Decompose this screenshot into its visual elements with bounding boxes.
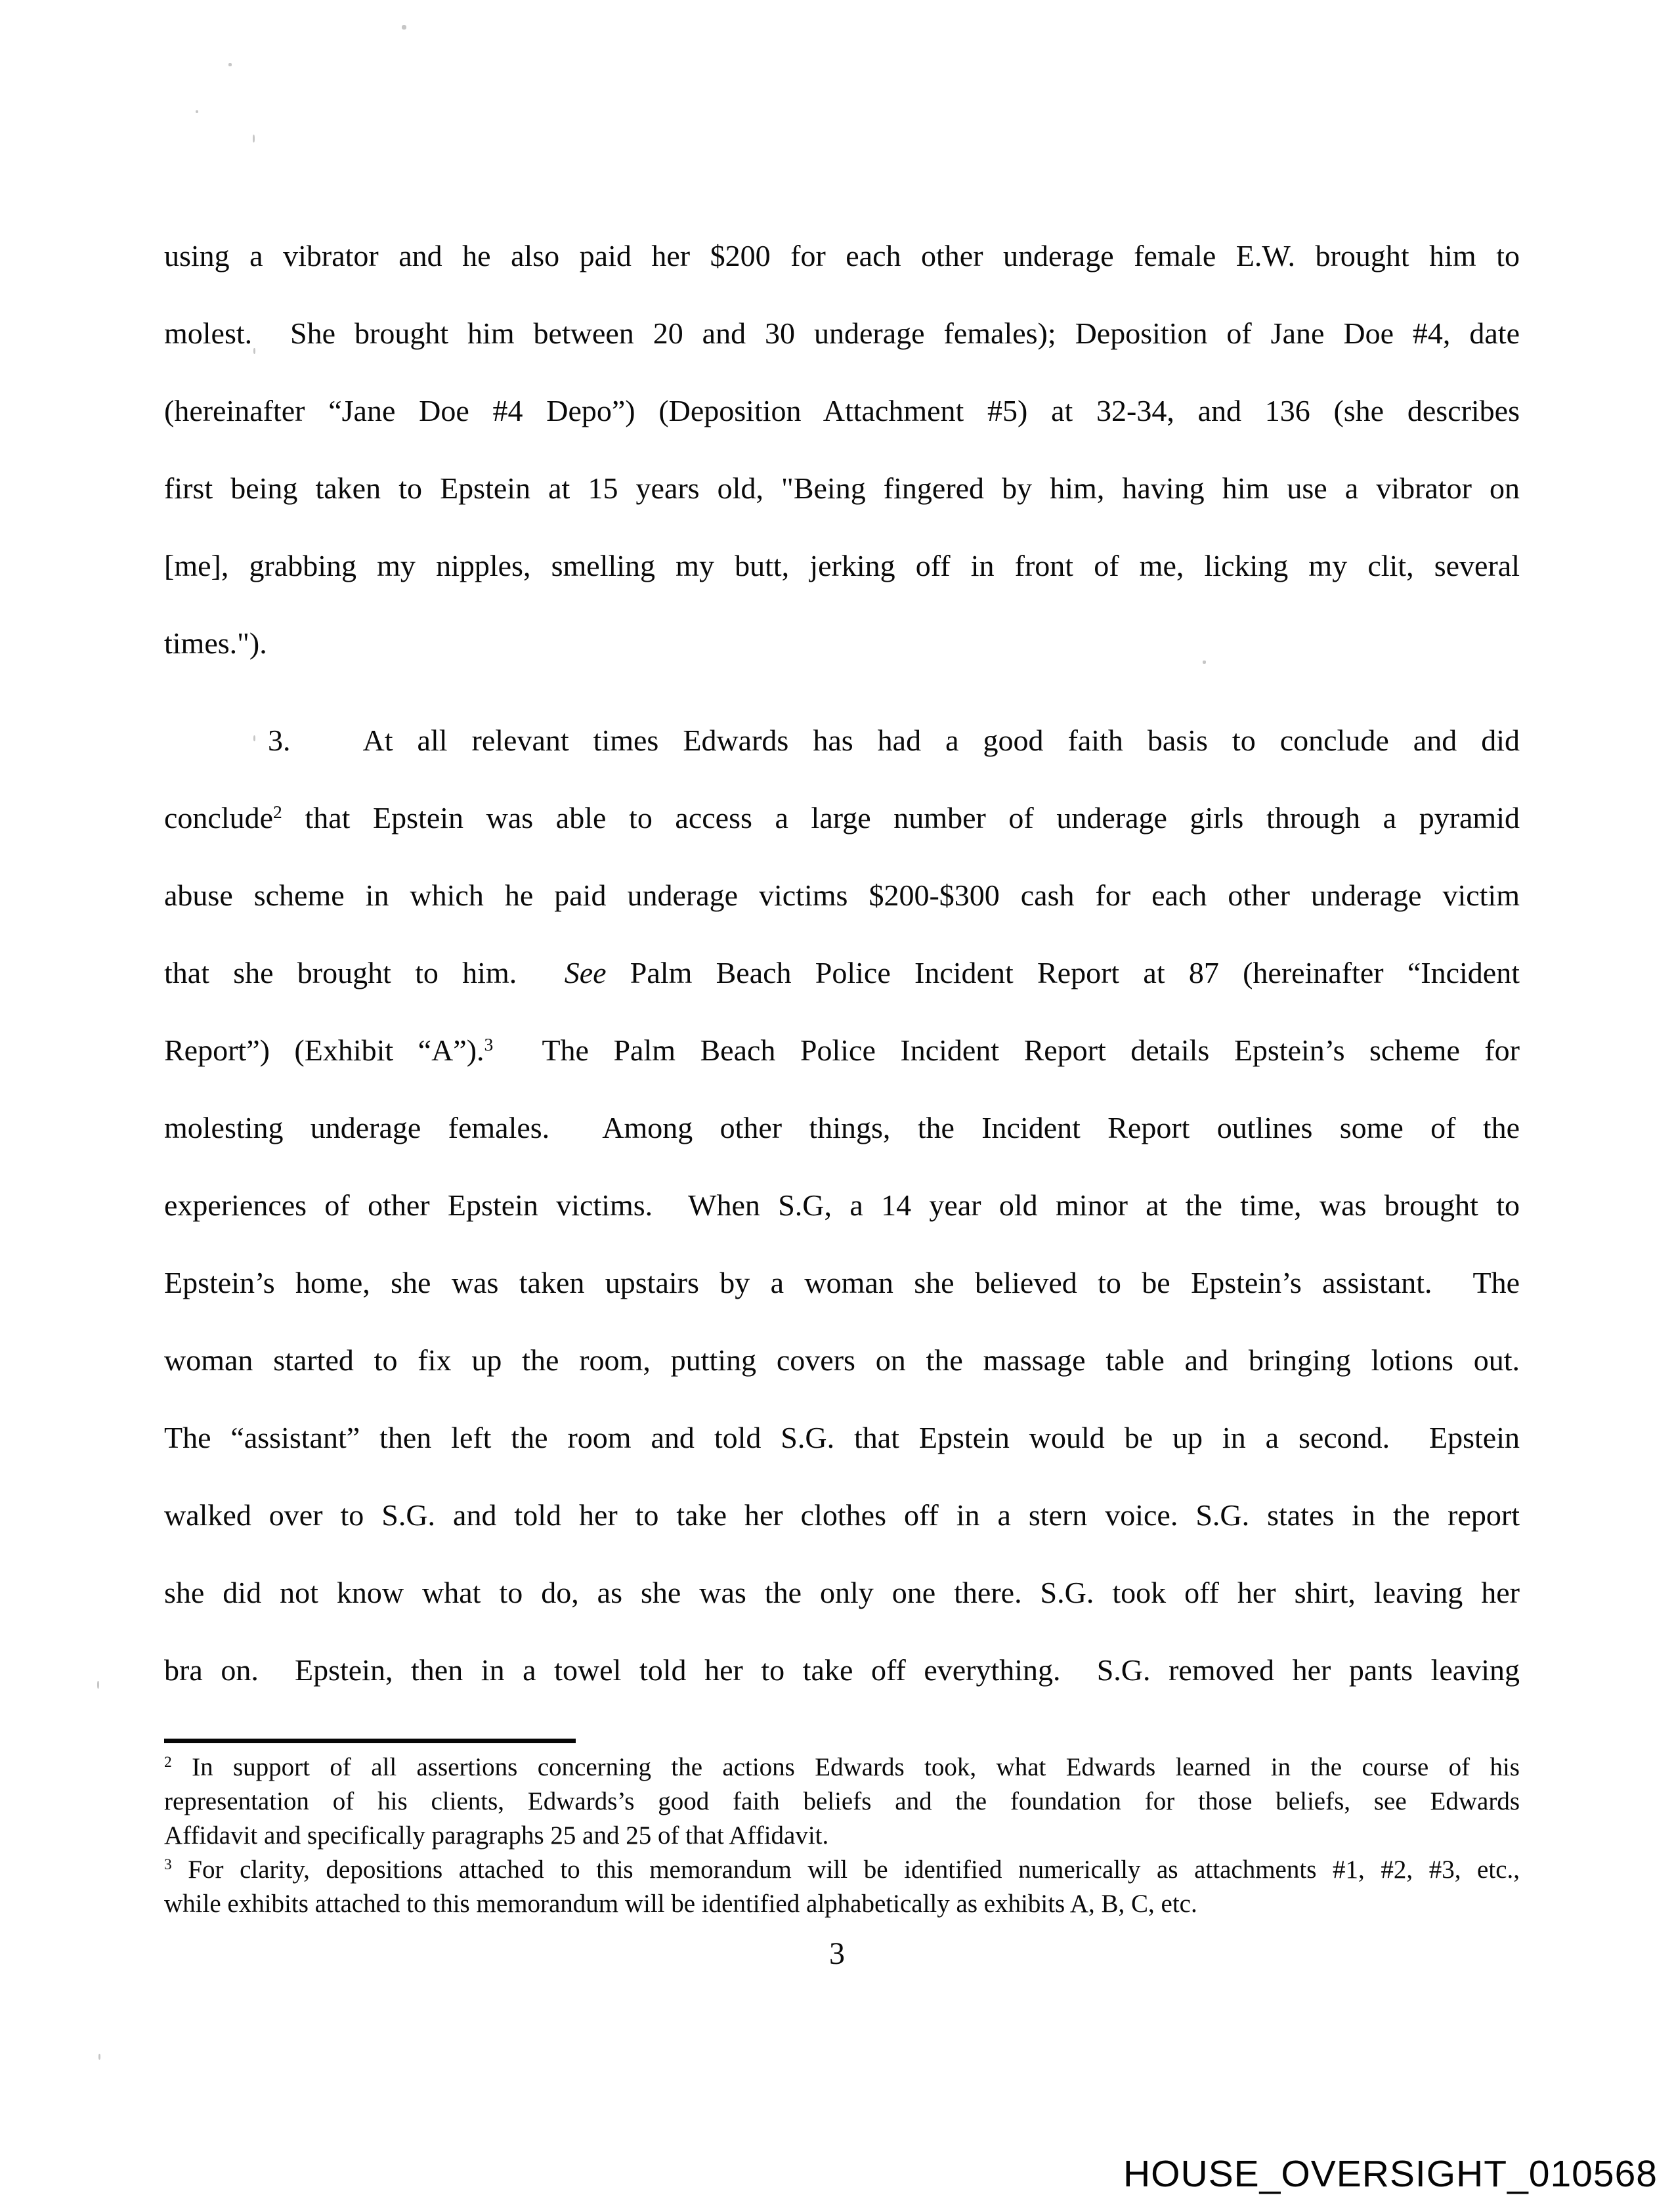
body-line	[164, 1089, 1520, 1167]
body-line	[164, 1477, 1520, 1554]
body-text	[164, 217, 1520, 1709]
text-run: that she brought to him.	[164, 956, 565, 989]
footnote-line	[164, 1785, 1520, 1819]
text-run: The “assistant” then left the room and told S.G. that Epstein would be up in a second. Epstein	[164, 1421, 1520, 1454]
text-run: The Palm Beach Police Incident Report details Epstein’s scheme for	[493, 1033, 1520, 1067]
text-run: For clarity, depositions attached to this memorandum will be identified numerically as attachments #1, #2, #3, etc.,	[171, 1855, 1520, 1884]
scan-speck	[402, 25, 406, 30]
text-run: abuse scheme in which he paid underage victims $200-$300 cash for each other underage victim	[164, 878, 1520, 912]
footnote-line	[164, 1750, 1520, 1785]
scan-speck	[98, 2054, 100, 2060]
text-run: molest. She brought him between 20 and 30 underage females); Deposition of Jane Doe #4, date	[164, 316, 1520, 350]
text-run: times.").	[164, 626, 267, 660]
text-run: Palm Beach Police Incident Report at 87 (hereinafter “Incident	[606, 956, 1520, 989]
body-line	[164, 295, 1520, 372]
body-line	[164, 372, 1520, 450]
body-line	[164, 857, 1520, 934]
body-line	[164, 450, 1520, 527]
text-run: 3.	[268, 724, 291, 757]
scan-speck	[253, 135, 255, 142]
footnotes	[164, 1750, 1520, 1921]
footnote-separator	[164, 1739, 576, 1743]
page-number: 3	[829, 1936, 845, 1971]
body-line	[164, 934, 1520, 1012]
text-run: woman started to fix up the room, putting covers on the massage table and bringing lotions out.	[164, 1343, 1520, 1377]
text-run: she did not know what to do, as she was the only one there. S.G. took off her shirt, leaving her	[164, 1576, 1520, 1609]
body-line	[164, 1322, 1520, 1399]
body-line	[164, 605, 1520, 682]
text-run: bra on. Epstein, then in a towel told her to take off everything. S.G. removed her pants leaving	[164, 1653, 1520, 1687]
body-line	[164, 1399, 1520, 1477]
footnote-ref: 2	[273, 801, 282, 822]
text-run: while exhibits attached to this memorandum will be identified alphabetically as exhibits A, B, C, etc.	[164, 1890, 1197, 1918]
text-run: Epstein’s home, she was taken upstairs by a woman she believed to be Epstein’s assistant. The	[164, 1266, 1520, 1299]
footnote-marker: 3	[164, 1856, 172, 1874]
body-line	[164, 1167, 1520, 1244]
text-run: (hereinafter “Jane Doe #4 Depo”) (Deposition Attachment #5) at 32-34, and 136 (she describes	[164, 394, 1520, 427]
footnote-ref: 3	[484, 1033, 494, 1054]
body-line	[164, 217, 1520, 295]
footnote-marker: 2	[164, 1754, 172, 1771]
text-run: Affidavit and specifically paragraphs 25 and 25 of that Affidavit.	[164, 1821, 829, 1850]
body-line	[164, 527, 1520, 605]
body-line	[164, 779, 1520, 857]
text-run: using a vibrator and he also paid her $200 for each other underage female E.W. brought him to	[164, 239, 1520, 272]
text-run: first being taken to Epstein at 15 years old, "Being fingered by him, having him use a vibrator on	[164, 471, 1520, 505]
body-line	[164, 1632, 1520, 1709]
text-run: [me], grabbing my nipples, smelling my butt, jerking off in front of me, licking my clit, several	[164, 549, 1520, 582]
scan-speck	[228, 63, 232, 66]
italic-text: See	[564, 956, 607, 989]
text-run: Report”) (Exhibit “A”).	[164, 1033, 484, 1067]
text-run: representation of his clients, Edwards’s good faith beliefs and the foundation for those beliefs, see Edwards	[164, 1787, 1520, 1815]
body-line	[164, 1554, 1520, 1632]
text-run: molesting underage females. Among other things, the Incident Report outlines some of the	[164, 1111, 1520, 1144]
text-run: conclude	[164, 801, 274, 835]
text-run: experiences of other Epstein victims. When S.G, a 14 year old minor at the time, was brought to	[164, 1188, 1520, 1222]
body-line	[164, 1012, 1520, 1089]
footnote-line	[164, 1819, 1520, 1853]
body-line	[164, 702, 1520, 779]
text-run: that Epstein was able to access a large number of underage girls through a pyramid	[282, 801, 1520, 835]
scan-speck	[196, 110, 198, 113]
body-line	[164, 1244, 1520, 1322]
footnote-line	[164, 1853, 1520, 1887]
footnote-line	[164, 1887, 1520, 1921]
text-run: At all relevant times Edwards has had a good faith basis to conclude and did	[362, 724, 1520, 757]
text-run: In support of all assertions concerning the actions Edwards took, what Edwards learned in the course of his	[171, 1753, 1520, 1781]
scan-speck	[97, 1681, 99, 1689]
text-run: walked over to S.G. and told her to take her clothes off in a stern voice. S.G. states in the report	[164, 1498, 1520, 1532]
bates-number: HOUSE_OVERSIGHT_010568	[1123, 2153, 1658, 2195]
